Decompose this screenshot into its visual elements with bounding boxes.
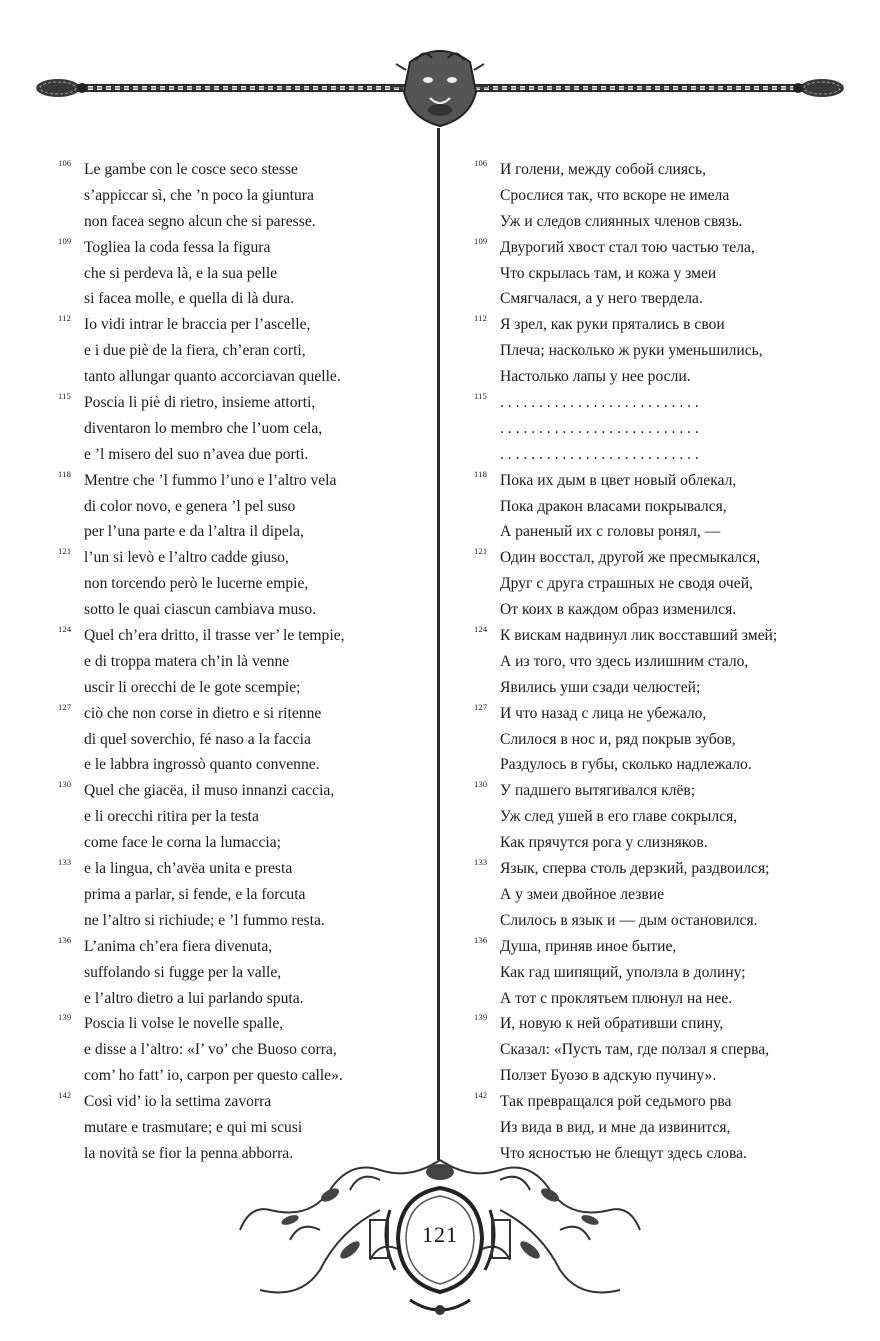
verse-line: Le gambe con le cosce seco stesse: [84, 161, 298, 178]
verse-line: Срослися так, что вскоре не имела: [500, 186, 730, 204]
verse-line: e i due piè de la fiera, ch’eran corti,: [84, 342, 306, 360]
italian-text-column: [58, 157, 428, 1167]
verse-line: Quel che giacëa, il muso innanzi caccia,: [84, 782, 335, 800]
verse-line: Язык, сперва столь дерзкий, раздвоился;: [500, 860, 770, 878]
verse-line: come face le corna la lumaccia;: [84, 834, 281, 852]
verse-number: 130: [474, 779, 488, 790]
verse-number: 127: [58, 701, 72, 712]
center-column-divider: [437, 128, 440, 1160]
verse-line: Togliea la coda fessa la figura: [84, 238, 271, 256]
verse-number: 121: [474, 546, 488, 557]
verse-line: Смягчалася, а у него твердела.: [500, 290, 703, 308]
verse-line: Что скрылась там, и кожа у змеи: [500, 264, 717, 282]
tercet-136-ru: [474, 934, 854, 1012]
verse-number: 112: [58, 313, 72, 324]
verse-line: А раненый их с головы ронял, —: [500, 523, 721, 541]
cartouche-frame-icon: [370, 1188, 510, 1315]
verse-number: 142: [58, 1090, 72, 1101]
verse-line: И что назад с лица не убежало,: [500, 704, 707, 722]
verse-line: Что ясностью не блещут здесь слова.: [500, 1144, 747, 1162]
verse-line: Слилось в язык и — дым остановился.: [500, 911, 758, 929]
verse-line: Душа, приняв иное бытие,: [500, 937, 677, 955]
verse-number: 133: [474, 857, 488, 868]
verse-line: non torcendo però le lucerne empie,: [84, 575, 309, 593]
verse-number: 109: [474, 235, 488, 246]
verse-line: di quel soverchio, fé naso a la faccia: [84, 730, 311, 748]
tercet-109-it: [58, 235, 428, 313]
verse-line: Ползет Буозо в адскую пучину».: [500, 1067, 717, 1085]
tercet-121-it: [58, 545, 428, 623]
verse-line: Раздулось в губы, сколько надлежало.: [500, 756, 752, 774]
verse-line: А из того, что здесь излишним стало,: [500, 652, 749, 670]
verse-number: 115: [58, 391, 72, 402]
verse-line: mutare e trasmutare; e qui mi scusi: [84, 1118, 303, 1136]
verse-line: ciò che non corse in dietro e si ritenne: [84, 704, 322, 722]
tercet-130-ru: [474, 778, 854, 856]
tercet-112-ru: [474, 312, 854, 390]
verse-line: Уж и следов слиянных членов связь.: [500, 212, 743, 230]
verse-line: si facea molle, e quella di là dura.: [84, 290, 294, 308]
verse-line: ne l’altro si richiude; e ’l fummo resta.: [84, 911, 325, 929]
verse-line: Poscia li volse le novelle spalle,: [84, 1015, 284, 1033]
tercet-127-it: [58, 701, 428, 779]
verse-line: Явились уши сзади челюстей;: [500, 678, 701, 696]
verse-line: Слилося в нос и, ряд покрыв зубов,: [500, 730, 736, 748]
verse-line: e li orecchi ritira per la testa: [84, 808, 259, 826]
verse-line: Mentre che ’l fummo l’uno e l’altro vela: [84, 471, 337, 489]
verse-number: 124: [474, 624, 488, 635]
tercet-118-it: [58, 468, 428, 546]
verse-number: 139: [58, 1012, 72, 1023]
tercet-136-it: [58, 934, 428, 1012]
verse-line: Io vidi intrar le braccia per l’ascelle,: [84, 316, 311, 334]
tercet-115-ru: [474, 390, 854, 468]
verse-line: suffolando si fugge per la valle,: [84, 963, 282, 981]
verse-line: che si perdeva là, e la sua pelle: [84, 264, 278, 282]
verse-line: Сказал: «Пусть там, где ползал я сперва,: [500, 1041, 770, 1059]
verse-number: 118: [58, 468, 72, 479]
verse-line: Один восстал, другой же пресмыкался,: [500, 549, 761, 567]
verse-line: Двурогий хвост стал тою частью тела,: [500, 238, 755, 256]
verse-line: Как прячутся рога у слизняков.: [500, 834, 708, 852]
tercet-130-it: [58, 778, 428, 856]
russian-text-column: [474, 157, 854, 1167]
omitted-verse-line: . . . . . . . . . . . . . . . . . . . . . . . . . .: [500, 445, 699, 463]
page-number: 121: [422, 1222, 458, 1247]
verse-line: e di troppa matera ch’in là venne: [84, 652, 290, 670]
verse-line: И, новую к ней обративши спину,: [500, 1015, 724, 1033]
verse-line: e le labbra ingrossò quanto convenne.: [84, 756, 320, 774]
verse-number: 121: [58, 546, 72, 557]
verse-line: Друг с друга страшных не сводя очей,: [500, 575, 753, 593]
verse-number: 136: [474, 934, 488, 945]
tercet-139-ru: [474, 1011, 854, 1089]
omitted-verse-line: . . . . . . . . . . . . . . . . . . . . . . . . . .: [500, 394, 699, 412]
verse-line: L’anima ch’era fiera divenuta,: [84, 937, 273, 955]
verse-line: s’appiccar sì, che ’n poco la giuntura: [84, 186, 314, 204]
verse-number: 139: [474, 1012, 488, 1023]
tercet-112-it: [58, 312, 428, 390]
verse-line: com’ ho fatt’ io, carpon per questo calle».: [84, 1067, 343, 1085]
verse-line: Пока их дым в цвет новый облекал,: [500, 471, 737, 489]
tercet-124-it: [58, 623, 428, 701]
verse-line: Я зрел, как руки прятались в свои: [500, 316, 725, 334]
top-rope-lion-ornament: [0, 40, 880, 140]
verse-number: 130: [58, 779, 72, 790]
verse-line: Так превращался рой седьмого рва: [500, 1093, 732, 1111]
verse-number: 142: [474, 1090, 488, 1101]
verse-line: per l’una parte e da l’altra il dipela,: [84, 523, 304, 541]
verse-number: 124: [58, 624, 72, 635]
verse-line: non facea segno alcun che si paresse.: [84, 212, 316, 230]
verse-number: 106: [474, 158, 488, 168]
verse-line: e disse a l’altro: «I’ vo’ che Buoso corra,: [84, 1041, 337, 1059]
verse-line: Così vid’ io la settima zavorra: [84, 1093, 272, 1111]
verse-line: prima a parlar, si fende, e la forcuta: [84, 885, 306, 903]
tercet-118-ru: [474, 468, 854, 546]
tercet-106-ru: [474, 157, 854, 235]
verse-line: tanto allungar quanto accorciavan quelle.: [84, 368, 341, 386]
verse-line: di color novo, e genera ’l pel suso: [84, 497, 296, 515]
verse-line: sotto le quai ciascun cambiava muso.: [84, 601, 317, 619]
verse-line: Quel ch’era dritto, il trasse ver’ le tempie,: [84, 627, 345, 645]
omitted-verse-line: . . . . . . . . . . . . . . . . . . . . . . . . . .: [500, 419, 699, 437]
tercet-121-ru: [474, 545, 854, 623]
verse-line: l’un si levò e l’altro cadde giuso,: [84, 549, 289, 567]
verse-number: 112: [474, 313, 488, 324]
left-finial-icon: [36, 79, 87, 97]
verse-number: 115: [474, 391, 488, 402]
verse-line: Пока дракон власами покрывался,: [500, 497, 727, 515]
verse-number: 133: [58, 857, 72, 868]
verse-line: И голени, между собой слиясь,: [500, 161, 706, 178]
tercet-139-it: [58, 1011, 428, 1089]
verse-number: 136: [58, 934, 72, 945]
verse-line: А тот с проклятьем плюнул на нее.: [500, 989, 733, 1007]
verse-line: Уж след ушей в его главе сокрылся,: [500, 808, 738, 826]
verse-line: uscir li orecchi de le gote scempie;: [84, 678, 301, 696]
verse-number: 106: [58, 158, 72, 168]
lion-head-icon: [392, 51, 488, 126]
verse-number: 127: [474, 701, 488, 712]
verse-line: От коих в каждом образ изменился.: [500, 601, 737, 619]
verse-line: e l’altro dietro a lui parlando sputa.: [84, 989, 304, 1007]
verse-line: Как гад шипящий, уползла в долину;: [500, 963, 746, 981]
verse-line: К вискам надвинул лик восставший змей;: [500, 627, 778, 645]
tercet-115-it: [58, 390, 428, 468]
verse-line: e la lingua, ch’avëa unita e presta: [84, 860, 293, 878]
verse-line: la novità se fior la penna abborra.: [84, 1144, 294, 1162]
tercet-124-ru: [474, 623, 854, 701]
verse-number: 109: [58, 235, 72, 246]
tercet-127-ru: [474, 701, 854, 779]
verse-line: e ’l misero del suo n’avea due porti.: [84, 445, 309, 463]
tercet-106-it: [58, 157, 428, 235]
tercet-109-ru: [474, 235, 854, 313]
verse-line: diventaron lo membro che l’uom cela,: [84, 419, 323, 437]
verse-line: У падшего вытягивался клёв;: [500, 782, 696, 800]
verse-line: Настолько лапы у нее росли.: [500, 368, 691, 386]
verse-line: Poscia li piè di rietro, insieme attorti,: [84, 394, 316, 412]
tercet-133-ru: [474, 856, 854, 934]
verse-line: А у змеи двойное лезвие: [500, 885, 664, 903]
verse-line: Плеча; насколько ж руки уменьшились,: [500, 342, 763, 360]
verse-line: Из вида в вид, и мне да извинится,: [500, 1118, 731, 1136]
verse-number: 118: [474, 468, 488, 479]
tercet-133-it: [58, 856, 428, 934]
right-finial-icon: [793, 79, 844, 97]
